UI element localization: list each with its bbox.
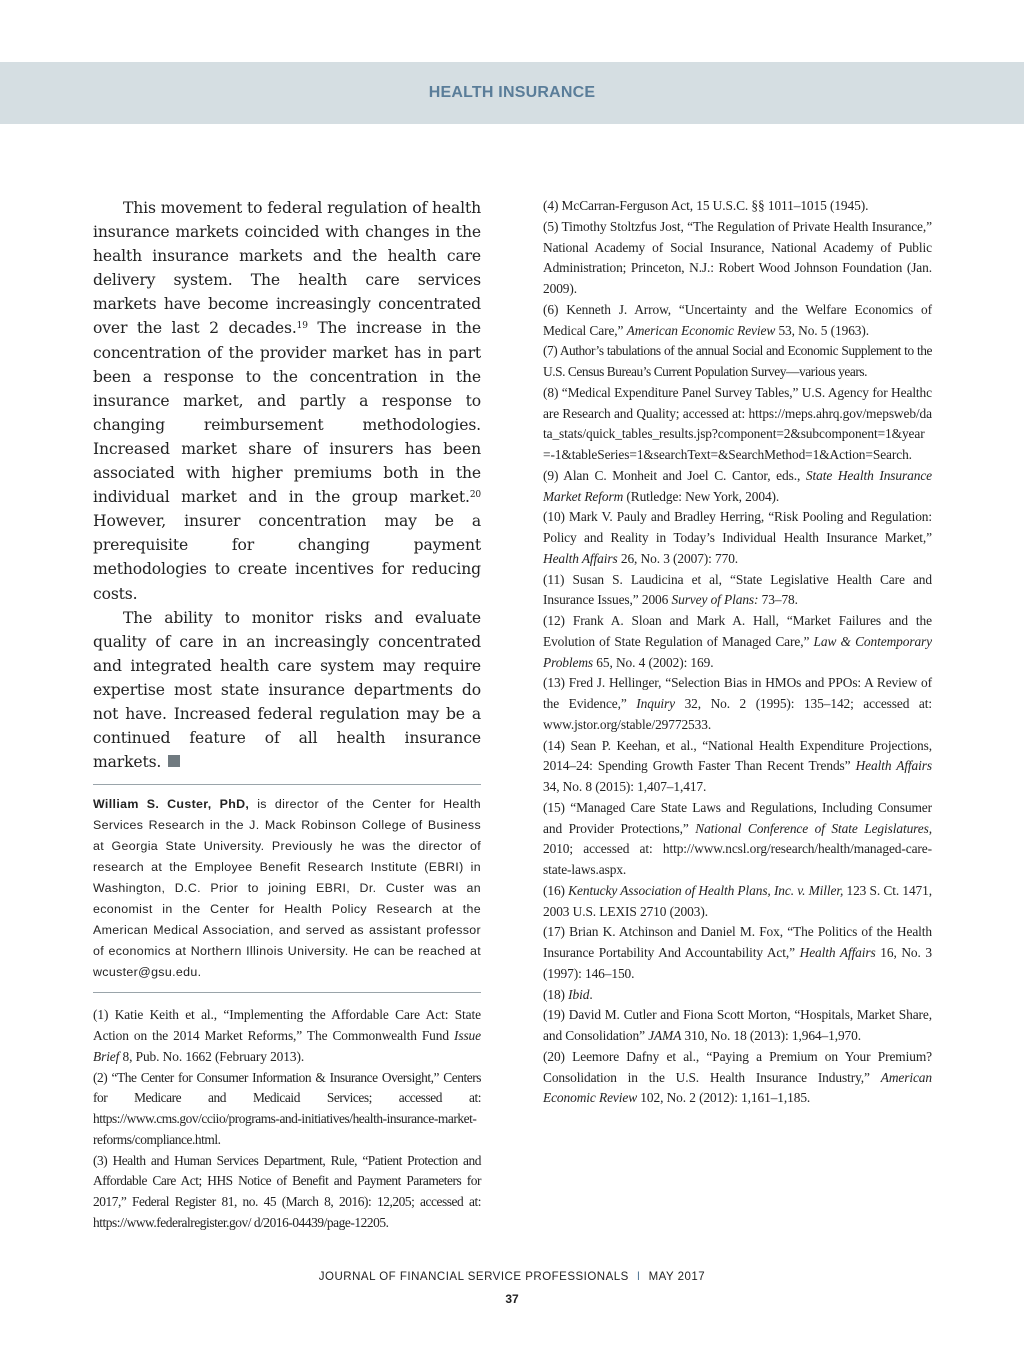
ref-10-tail: 26, No. 3 (2007): 770. [617, 550, 739, 566]
author-name: William S. Custer, PhD, [93, 797, 250, 812]
ref-6-text: (6) Kenneth J. Arrow, “Uncertainty and the Welfare Economics of Medical Care,” [543, 301, 932, 338]
ref-20-italic: American Economic Review [543, 1069, 932, 1106]
reference-3: (3) Health and Human Services Department, Rule, “Patient Protection and Affordable Care Act; HHS Notice of Benefit and Payment Parameters for 2017,” Federal Register 81, no. 45 (March 8, 2016): 12,205; accessed at: https://www.federalregister.gov/ d/2016-04439/page-12205. [93, 1152, 481, 1230]
ref-6-tail: 53, No. 5 (1963). [775, 322, 869, 338]
ref-11-tail: 73–78. [758, 592, 798, 608]
ref-9-tail: (Rutledge: New York, 2004). [623, 488, 780, 504]
ref-17-text: (17) Brian K. Atchinson and Daniel M. Fox, “The Politics of the Health Insurance Portability And Accountability Act,” [543, 924, 932, 960]
page-number: 37 [505, 1292, 519, 1306]
ref-15-tail: 2010; accessed at: http://www.ncsl.org/research/health/managed-care-state-laws.aspx. [543, 841, 932, 877]
ref-6-italic: American Economic Review [626, 322, 776, 338]
ref-14-italic: Health Affairs [855, 758, 932, 774]
body-paragraph-2 [93, 606, 481, 775]
journal-name: JOURNAL OF FINANCIAL SERVICE PROFESSIONALS [318, 1271, 629, 1283]
ref-1-tail: 8, Pub. No. 1662 (February 2013). [119, 1048, 305, 1064]
body-paragraph-1 [93, 196, 481, 606]
para1-text-2: The increase in the concentration of the provider market has in part been a response to the concentration in the insurance market, and partly a response to changing reimbursement methodologies. Increased market share of insurers has been associated with higher premiums both in the individual market and in the group market. [93, 319, 482, 507]
ref-9-italic: State Health Insurance Market Reform [543, 467, 933, 504]
ref-10-italic: Health Affairs [543, 550, 618, 566]
author-bio [93, 794, 481, 982]
reference-10 [543, 507, 932, 569]
ref-1-italic: Issue Brief [93, 1028, 481, 1064]
ref-17-tail: 16, No. 3 (1997): 146–150. [543, 945, 932, 981]
ref-11-text: (11) Susan S. Laudicina et al, “State Legislative Health Care and Insurance Issues,” 2006 [543, 571, 932, 608]
ref-11-italic: Survey of Plans: [671, 592, 759, 608]
reference-6 [543, 300, 932, 342]
reference-4: (4) McCarran-Ferguson Act, 15 U.S.C. §§ 1011–1015 (1945). [543, 198, 869, 213]
reference-15 [543, 798, 932, 881]
reference-8: (8) “Medical Expenditure Panel Survey Tables,” U.S. Agency for Healthcare Research and Quality; accessed at: https://meps.ahrq.gov/mepsweb/data_stats/quick_tables_results.jsp?component=2&subcomponent=1&year=-1&tableSeries=1&searchText=&SearchMethod=1&Action=Search. [543, 384, 932, 462]
ref-20-tail: 102, No. 2 (2012): 1,161–1,185. [637, 1090, 811, 1106]
ref-15-italic: National Conference of State Legislatures, [695, 820, 933, 836]
reference-18 [543, 985, 932, 1006]
ref-14-text: (14) Sean P. Keehan, et al., “National Health Expenditure Projections, 2014–24: Spending Growth Faster Than Recent Trends” [543, 737, 932, 774]
endnote-ref-20: 20 [469, 490, 481, 501]
reference-17 [543, 922, 932, 984]
ref-15-text: (15) “Managed Care State Laws and Regulations, Including Consumer and Provider Protections,” [543, 799, 932, 836]
ref-13-text: (13) Fred J. Hellinger, “Selection Bias in HMOs and PPOs: A Review of the Evidence,” [543, 675, 932, 711]
ref-16-tail: 123 S. Ct. 1471, 2003 U.S. LEXIS 2710 (2003). [543, 882, 932, 919]
ref-18-italic: Ibid [568, 986, 590, 1002]
right-column [543, 196, 932, 1109]
ref-17-italic: Health Affairs [799, 945, 876, 960]
ref-13-tail: 32, No. 2 (1995): 135–142; accessed at: www.jstor.org/stable/29772533. [543, 696, 932, 732]
divider-bottom [93, 992, 481, 993]
end-of-article-square-icon [168, 755, 180, 767]
reference-13 [543, 673, 932, 735]
reference-12 [543, 611, 932, 673]
para1-text-3: However, insurer concentration may be a prerequisite for changing payment methodologies to create incentives for reducing costs. [93, 512, 481, 603]
reference-2: (2) “The Center for Consumer Information & Insurance Oversight,” Centers for Medicare and Medicaid Services; accessed at: https://www.cms.gov/cciio/programs-and-initiatives/health-insurance-market-reforms/compliance.html. [93, 1069, 481, 1147]
reference-11 [543, 570, 932, 612]
reference-5: (5) Timothy Stoltzfus Jost, “The Regulation of Private Health Insurance,” National Academy of Social Insurance, National Academy of Public Administration; Princeton, N.J.: Robert Wood Johnson Foundation (Jan. 2009). [543, 218, 932, 296]
reference-7: (7) Author’s tabulations of the annual Social and Economic Supplement to the U.S. Census Bureau’s Current Population Survey—various years. [543, 343, 932, 379]
ref-16-text: (16) [543, 882, 569, 898]
ref-19-italic: JAMA [648, 1028, 682, 1043]
para1-text-1: This movement to federal regulation of health insurance markets coincided with changes in the health insurance markets and the health care delivery system. The health care services markets have become increasingly concentrated over the last 2 decades. [93, 199, 481, 338]
endnote-ref-19: 19 [296, 321, 308, 332]
reference-19 [543, 1005, 932, 1047]
para2-text: The ability to monitor risks and evaluate quality of care in an increasingly concentrated and integrated health care system may require expertise most state insurance departments do not have. Increased federal regulation may be a continued feature of all health insurance markets. [93, 608, 481, 772]
reference-20 [543, 1047, 932, 1109]
ref-18-text: (18) [543, 986, 569, 1002]
ref-18-tail: . [589, 986, 593, 1002]
ref-1-text: (1) Katie Keith et al., “Implementing the Affordable Care Act: State Action on the 2014 Market Reforms,” The Commonwealth Fund [93, 1007, 481, 1044]
ref-16-italic: Kentucky Association of Health Plans, Inc. v. Miller, [568, 882, 844, 898]
reference-14 [543, 736, 932, 798]
ref-12-italic: Law & Contemporary Problems [543, 633, 932, 670]
reference-9 [543, 466, 932, 508]
ref-10-text: (10) Mark V. Pauly and Bradley Herring, “Risk Pooling and Regulation: Policy and Reality in Today’s Individual Health Insurance Market,” [543, 509, 932, 545]
ref-14-tail: 34, No. 8 (2015): 1,407–1,417. [543, 779, 707, 794]
ref-19-text: (19) David M. Cutler and Fiona Scott Morton, “Hospitals, Market Share, and Consolidation” [543, 1007, 932, 1043]
ref-12-text: (12) Frank A. Sloan and Mark A. Hall, “Market Failures and the Evolution of State Regulation of Managed Care,” [543, 613, 932, 649]
divider-top [93, 784, 481, 785]
page-footer [0, 1271, 1024, 1283]
ref-12-tail: 65, No. 4 (2002): 169. [593, 654, 714, 670]
author-bio-text: is director of the Center for Health Services Research in the J. Mack Robinson College of Business at Georgia State University. Previously he was the director of research at the Employee Benefit Research Institute (EBRI) in Washington, D.C. Prior to joining EBRI, Dr. Custer was an economist in the Center for Health Policy Research at the American Medical Association, and served as assistant professor of economics at Northern Illinois University. He can be reached at wcuster@gsu.edu. [93, 797, 481, 979]
issue-date: MAY 2017 [648, 1271, 706, 1283]
footer-separator: I [636, 1271, 641, 1283]
reference-16 [543, 881, 932, 923]
ref-19-tail: 310, No. 18 (2013): 1,964–1,970. [681, 1028, 861, 1043]
ref-20-text: (20) Leemore Dafny et al., “Paying a Premium on Your Premium? Consolidation in the U.S. Health Insurance Industry,” [543, 1048, 932, 1085]
section-title: HEALTH INSURANCE [428, 84, 596, 101]
reference-1 [93, 1005, 481, 1067]
ref-9-text: (9) Alan C. Monheit and Joel C. Cantor, eds., [543, 467, 806, 483]
left-column [93, 196, 481, 1234]
section-header-band [0, 62, 1024, 124]
ref-13-italic: Inquiry [636, 696, 676, 711]
